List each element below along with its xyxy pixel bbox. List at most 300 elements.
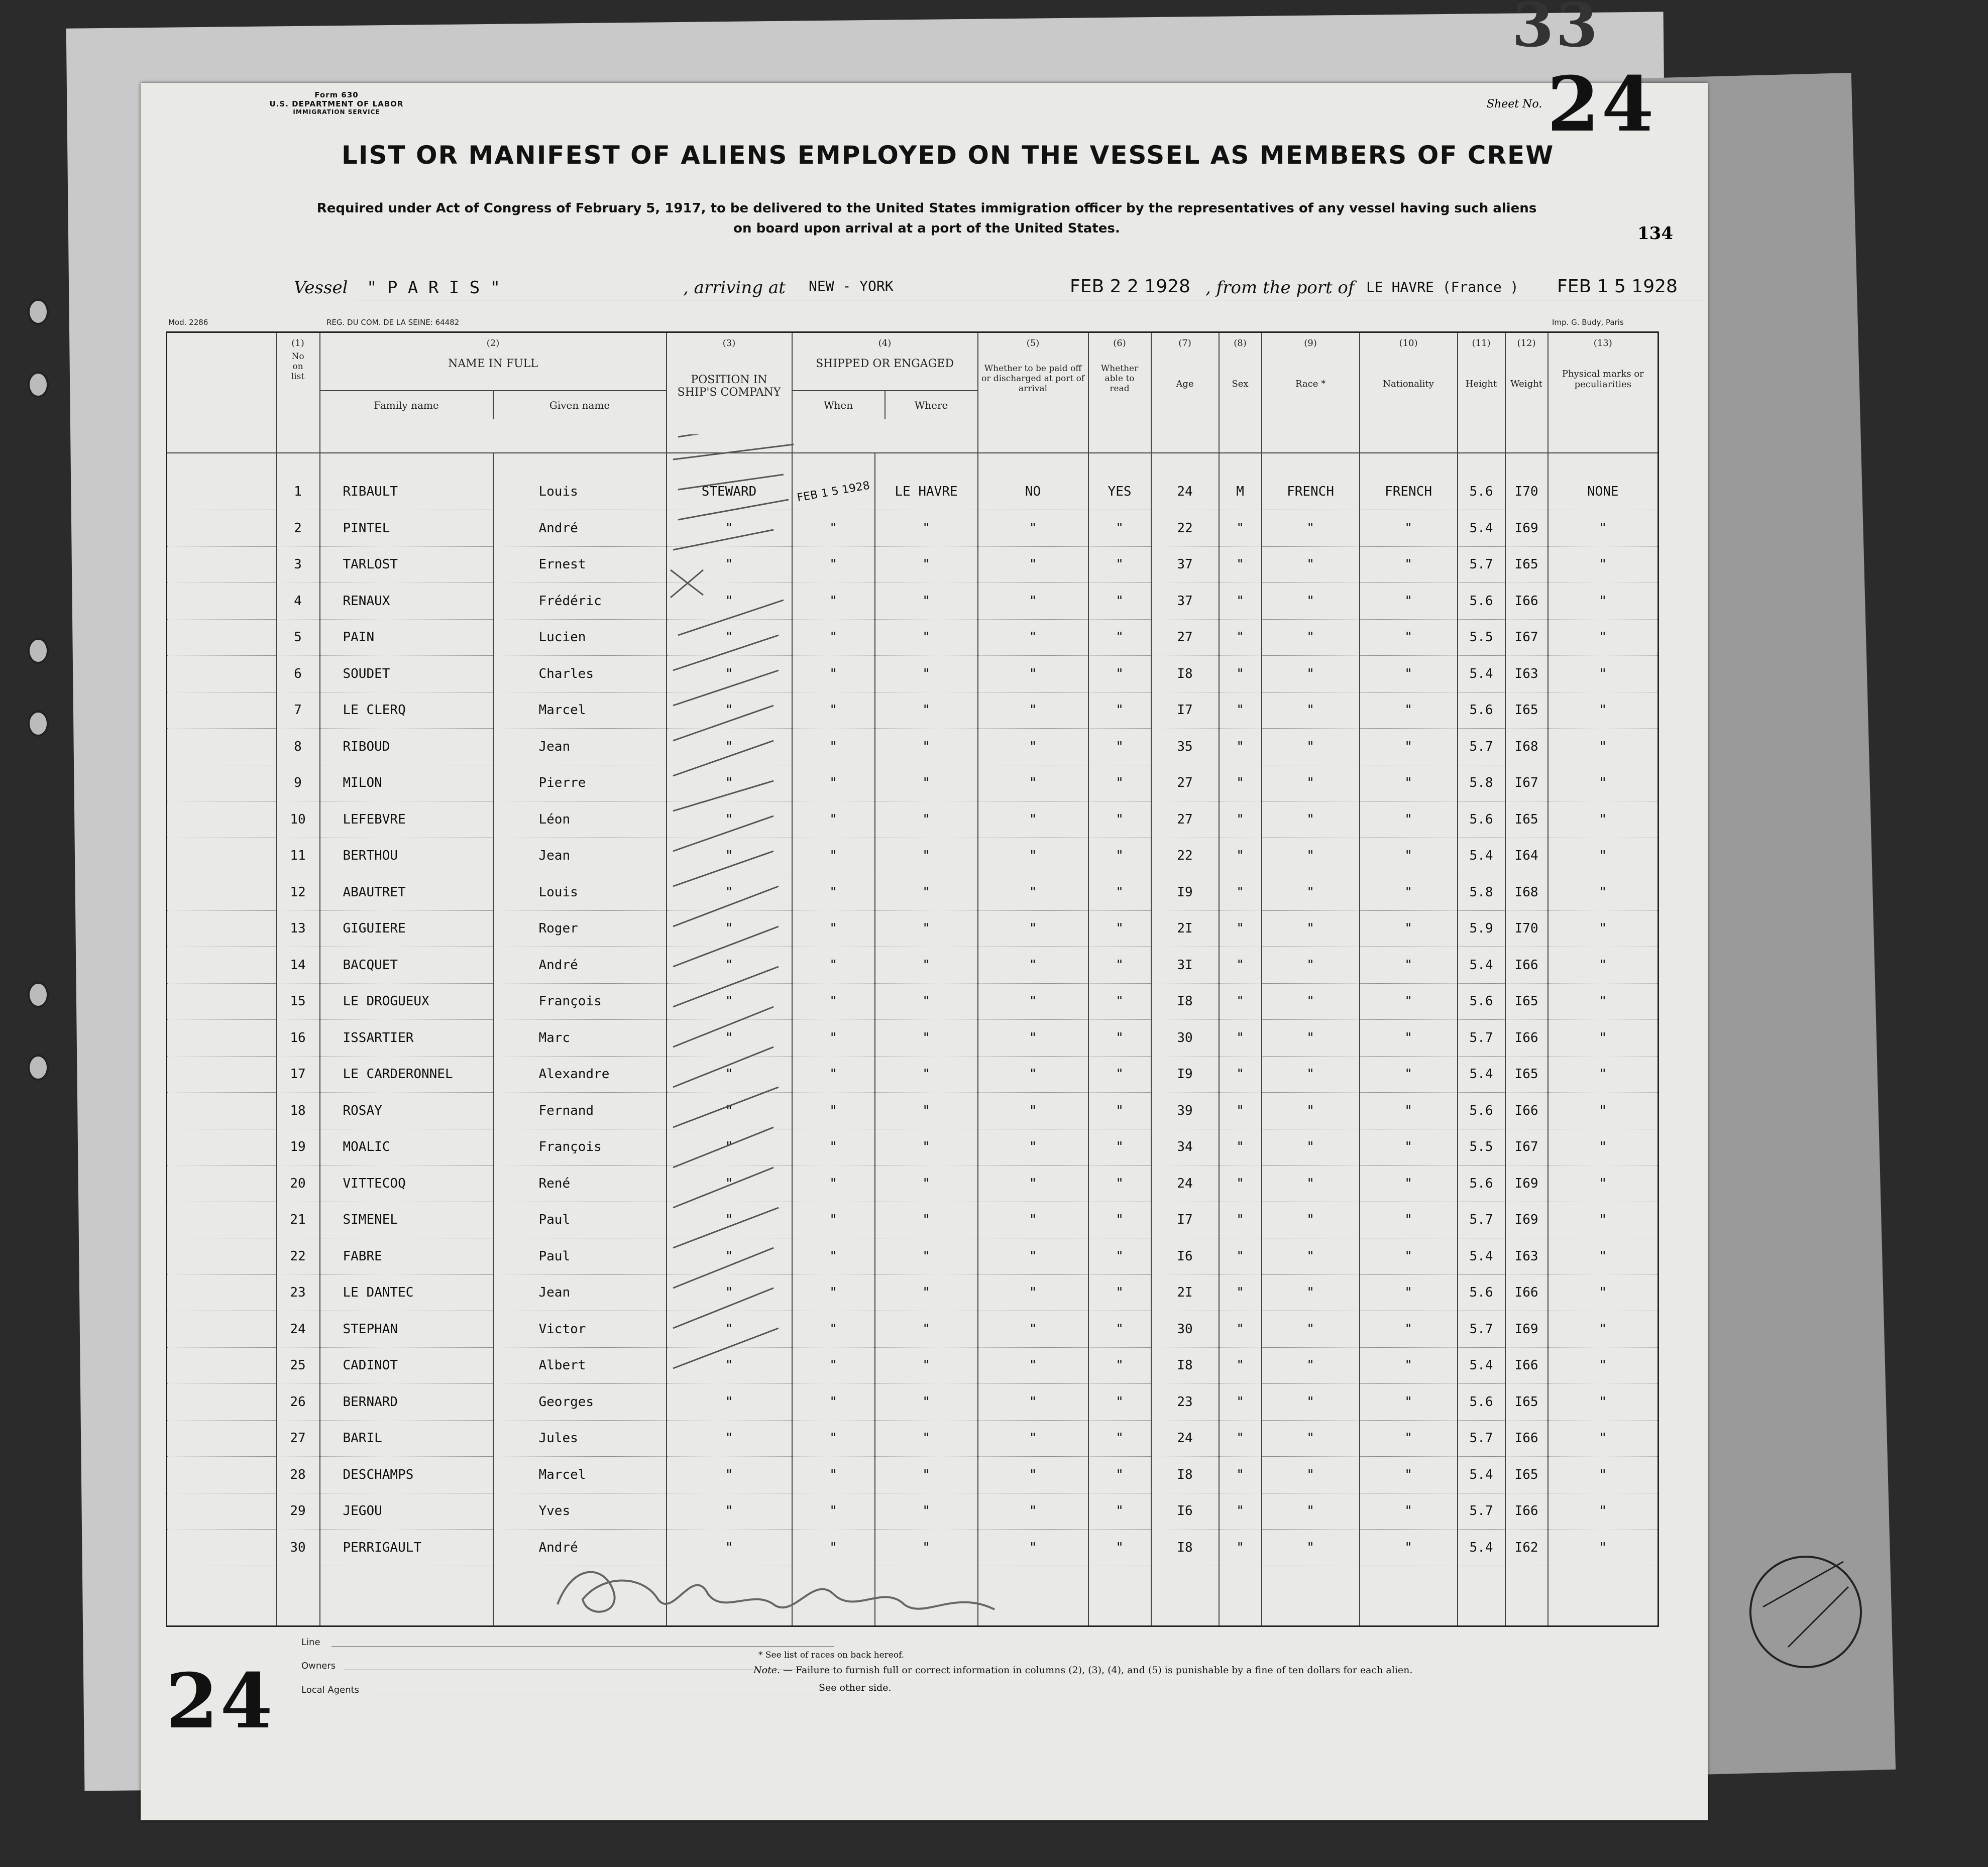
cell-given: André — [493, 510, 667, 547]
cell-when: " — [792, 510, 875, 547]
cell-position: " — [667, 1311, 792, 1348]
cell-when: " — [792, 619, 875, 656]
cell-given: Roger — [493, 910, 667, 947]
cell-position: " — [667, 546, 792, 583]
cell-age: I6 — [1151, 1493, 1219, 1530]
cell-sex: " — [1219, 1530, 1262, 1566]
cell-nationality: " — [1360, 692, 1458, 729]
cell-weight: I68 — [1505, 874, 1548, 911]
cell-marks: " — [1548, 1530, 1659, 1566]
signature — [542, 1544, 1020, 1629]
cell-position: " — [667, 1420, 792, 1457]
cell-where: " — [875, 583, 978, 620]
cell-family: LE DROGUEUX — [320, 983, 493, 1020]
col-age-header: (7) Age — [1151, 332, 1219, 453]
cell-position: " — [667, 1493, 792, 1530]
cell-weight: I68 — [1505, 729, 1548, 765]
cell-nationality: " — [1360, 583, 1458, 620]
binder-hole — [28, 372, 49, 398]
cell-position: " — [667, 1530, 792, 1566]
cell-nationality: " — [1360, 947, 1458, 984]
cell-position: " — [667, 619, 792, 656]
cell-race: " — [1262, 656, 1360, 692]
cell-nationality: " — [1360, 910, 1458, 947]
cell-no: 8 — [276, 729, 320, 765]
registration: REG. DU COM. DE LA SEINE: 64482 — [326, 318, 460, 327]
cell-weight: I70 — [1505, 474, 1548, 510]
cell-sex: " — [1219, 1129, 1262, 1165]
cell-sex: " — [1219, 765, 1262, 801]
arrival-port: NEW - YORK — [809, 278, 894, 294]
owners-label: Owners — [301, 1661, 336, 1671]
cell-height: 5.6 — [1458, 1274, 1505, 1311]
cell-nationality: " — [1360, 1493, 1458, 1530]
margin-cell — [167, 656, 276, 692]
cell-race: " — [1262, 1056, 1360, 1093]
cell-position: " — [667, 1384, 792, 1421]
subtitle-line-2: on board upon arrival at a port of the United States. — [733, 221, 1120, 236]
cell-marks: " — [1548, 1420, 1659, 1457]
cell-paid: " — [978, 765, 1088, 801]
cell-height: 5.8 — [1458, 765, 1505, 801]
cell-read: " — [1088, 1530, 1151, 1566]
cell-given: Jules — [493, 1420, 667, 1457]
cell-when: " — [792, 656, 875, 692]
col-race-header: (9) Race * — [1262, 332, 1360, 453]
cell-weight: I66 — [1505, 1274, 1548, 1311]
cell-read: " — [1088, 947, 1151, 984]
margin-cell — [167, 1238, 276, 1275]
cell-position: " — [667, 1347, 792, 1384]
cell-position: " — [667, 983, 792, 1020]
cell-when: " — [792, 1129, 875, 1165]
cell-family: RIBOUD — [320, 729, 493, 765]
cell-paid: " — [978, 1420, 1088, 1457]
local-agents-label: Local Agents — [301, 1685, 360, 1695]
subtitle-line-1: Required under Act of Congress of February 5, 1917, to be delivered to the United States immigration officer by the representatives of any vessel having such aliens — [316, 201, 1537, 216]
cell-sex: " — [1219, 729, 1262, 765]
subtitle — [206, 198, 1647, 239]
cell-no: 23 — [276, 1274, 320, 1311]
cell-age: 37 — [1151, 546, 1219, 583]
margin-column-header — [167, 332, 276, 453]
cell-given: Lucien — [493, 619, 667, 656]
cell-read: " — [1088, 801, 1151, 838]
cell-marks: " — [1548, 765, 1659, 801]
cell-read: " — [1088, 510, 1151, 547]
note-label: Note. — [753, 1665, 780, 1676]
col-height-header: (11) Height — [1458, 332, 1505, 453]
cell-paid: " — [978, 1093, 1088, 1129]
cell-where: " — [875, 1165, 978, 1202]
cell-paid: " — [978, 1493, 1088, 1530]
cell-height: 5.4 — [1458, 1056, 1505, 1093]
cell-height: 5.4 — [1458, 1530, 1505, 1566]
cell-given: Marcel — [493, 692, 667, 729]
where-header: Where — [914, 399, 948, 411]
cell-where: " — [875, 801, 978, 838]
cell-position: " — [667, 910, 792, 947]
cell-when: " — [792, 1530, 875, 1566]
cell-read: " — [1088, 692, 1151, 729]
cell-no: 6 — [276, 656, 320, 692]
cell-sex: " — [1219, 838, 1262, 874]
cell-paid: " — [978, 1202, 1088, 1238]
col-position-header: (3) POSITION IN SHIP'S COMPANY — [667, 332, 792, 453]
cell-where: " — [875, 1020, 978, 1057]
cell-race: " — [1262, 947, 1360, 984]
cell-height: 5.4 — [1458, 947, 1505, 984]
cell-race: " — [1262, 983, 1360, 1020]
cell-no: 20 — [276, 1165, 320, 1202]
cell-where: " — [875, 1274, 978, 1311]
cell-sex: " — [1219, 1274, 1262, 1311]
cell-family: CADINOT — [320, 1347, 493, 1384]
family-name-header: Family name — [320, 391, 494, 419]
from-port-label: , from the port of — [1205, 278, 1355, 298]
col-sex-header: (8) Sex — [1219, 332, 1262, 453]
cell-when: " — [792, 1056, 875, 1093]
cell-position: " — [667, 1093, 792, 1129]
cell-family: MOALIC — [320, 1129, 493, 1165]
cell-family: STEPHAN — [320, 1311, 493, 1348]
cell-weight: I63 — [1505, 656, 1548, 692]
cell-no: 13 — [276, 910, 320, 947]
cell-read: " — [1088, 1056, 1151, 1093]
printer-mark: Imp. G. Budy, Paris — [1552, 318, 1624, 327]
cell-no: 27 — [276, 1420, 320, 1457]
cell-paid: " — [978, 1165, 1088, 1202]
cell-family: RENAUX — [320, 583, 493, 620]
cell-no: 11 — [276, 838, 320, 874]
cell-paid: " — [978, 801, 1088, 838]
cell-position: " — [667, 510, 792, 547]
cell-nationality: " — [1360, 838, 1458, 874]
cell-no: 30 — [276, 1530, 320, 1566]
margin-cell — [167, 729, 276, 765]
cell-given: Pierre — [493, 765, 667, 801]
cell-paid: " — [978, 983, 1088, 1020]
service-name: IMMIGRATION SERVICE — [293, 108, 380, 115]
departure-port: LE HAVRE (France ) — [1366, 279, 1519, 295]
cell-read: " — [1088, 1129, 1151, 1165]
circle-mark — [1743, 1532, 1873, 1707]
cell-sex: " — [1219, 874, 1262, 911]
sheet-no-label: Sheet No. — [1487, 98, 1542, 110]
cell-family: PAIN — [320, 619, 493, 656]
cell-weight: I66 — [1505, 1493, 1548, 1530]
margin-cell — [167, 619, 276, 656]
cell-height: 5.7 — [1458, 1493, 1505, 1530]
cell-given: Albert — [493, 1347, 667, 1384]
col-marks-header: (13) Physical marks or peculiarities — [1548, 332, 1659, 453]
cell-height: 5.4 — [1458, 838, 1505, 874]
cell-no: 29 — [276, 1493, 320, 1530]
cell-read: " — [1088, 1311, 1151, 1348]
cell-given: Louis — [493, 874, 667, 911]
cell-where: " — [875, 1056, 978, 1093]
cell-given: Léon — [493, 801, 667, 838]
margin-cell — [167, 765, 276, 801]
cell-position: " — [667, 1202, 792, 1238]
cell-no: 14 — [276, 947, 320, 984]
manifest-sheet — [141, 60, 1708, 1820]
cell-weight: I66 — [1505, 1347, 1548, 1384]
page-number: 134 — [1637, 223, 1673, 244]
cell-nationality: " — [1360, 801, 1458, 838]
cell-sex: " — [1219, 692, 1262, 729]
cell-nationality: " — [1360, 1457, 1458, 1493]
cell-family: ROSAY — [320, 1093, 493, 1129]
page-title: LIST OR MANIFEST OF ALIENS EMPLOYED ON THE VESSEL AS MEMBERS OF CREW — [342, 141, 1555, 170]
cell-marks: " — [1548, 1056, 1659, 1093]
cell-weight: I69 — [1505, 510, 1548, 547]
cell-read: " — [1088, 656, 1151, 692]
cell-given: Ernest — [493, 546, 667, 583]
cell-marks: " — [1548, 1238, 1659, 1275]
cell-family: BARIL — [320, 1420, 493, 1457]
cell-age: 27 — [1151, 801, 1219, 838]
back-sheet-number: 33 — [1512, 0, 1600, 61]
cell-nationality: " — [1360, 546, 1458, 583]
vessel-label: Vessel — [294, 278, 348, 298]
cell-family: BERTHOU — [320, 838, 493, 874]
margin-cell — [167, 947, 276, 984]
cell-position: " — [667, 692, 792, 729]
cell-family: RIBAULT — [320, 474, 493, 510]
cell-nationality: " — [1360, 1347, 1458, 1384]
cell-no: 15 — [276, 983, 320, 1020]
cell-height: 5.8 — [1458, 874, 1505, 911]
cell-no: 4 — [276, 583, 320, 620]
departure-date-stamp: FEB 1 5 1928 — [1557, 276, 1678, 297]
cell-height: 5.6 — [1458, 692, 1505, 729]
cell-marks: " — [1548, 692, 1659, 729]
cell-read: " — [1088, 1493, 1151, 1530]
cell-read: " — [1088, 1093, 1151, 1129]
cell-paid: " — [978, 1056, 1088, 1093]
cell-no: 7 — [276, 692, 320, 729]
cell-when: " — [792, 546, 875, 583]
cell-nationality: " — [1360, 1093, 1458, 1129]
cell-where: " — [875, 838, 978, 874]
cell-when: " — [792, 1384, 875, 1421]
cell-nationality: " — [1360, 729, 1458, 765]
cell-marks: " — [1548, 1129, 1659, 1165]
cell-marks: " — [1548, 1165, 1659, 1202]
cell-when: " — [792, 692, 875, 729]
cell-where: " — [875, 1202, 978, 1238]
form-header — [231, 90, 442, 115]
cell-weight: I64 — [1505, 838, 1548, 874]
margin-cell — [167, 983, 276, 1020]
cell-weight: I66 — [1505, 583, 1548, 620]
cell-family: MILON — [320, 765, 493, 801]
cell-no: 17 — [276, 1056, 320, 1093]
cell-weight: I63 — [1505, 1238, 1548, 1275]
cell-position: " — [667, 583, 792, 620]
cell-nationality: " — [1360, 765, 1458, 801]
cell-no: 25 — [276, 1347, 320, 1384]
cell-given: Yves — [493, 1493, 667, 1530]
cell-given: Jean — [493, 838, 667, 874]
cell-where: " — [875, 1129, 978, 1165]
cell-height: 5.4 — [1458, 656, 1505, 692]
margin-cell — [167, 1274, 276, 1311]
cell-race: " — [1262, 1129, 1360, 1165]
cell-race: " — [1262, 1493, 1360, 1530]
cell-position: " — [667, 1129, 792, 1165]
cell-family: SIMENEL — [320, 1202, 493, 1238]
cell-nationality: " — [1360, 1020, 1458, 1057]
cell-read: " — [1088, 583, 1151, 620]
cell-height: 5.6 — [1458, 474, 1505, 510]
cell-race: " — [1262, 583, 1360, 620]
cell-weight: I65 — [1505, 983, 1548, 1020]
cell-weight: I67 — [1505, 1129, 1548, 1165]
arrival-date-stamp: FEB 2 2 1928 — [1070, 276, 1190, 297]
cell-race: " — [1262, 1165, 1360, 1202]
cell-age: 22 — [1151, 510, 1219, 547]
cell-when: " — [792, 838, 875, 874]
cell-race: " — [1262, 1093, 1360, 1129]
cell-race: " — [1262, 692, 1360, 729]
cell-where: LE HAVRE — [875, 474, 978, 510]
cell-read: " — [1088, 1384, 1151, 1421]
cell-given: Marcel — [493, 1457, 667, 1493]
cell-height: 5.7 — [1458, 1420, 1505, 1457]
cell-race: " — [1262, 546, 1360, 583]
cell-height: 5.6 — [1458, 1093, 1505, 1129]
cell-family: PERRIGAULT — [320, 1530, 493, 1566]
cell-read: " — [1088, 1202, 1151, 1238]
cell-age: I8 — [1151, 1530, 1219, 1566]
cell-paid: " — [978, 1020, 1088, 1057]
cell-where: " — [875, 510, 978, 547]
cell-nationality: " — [1360, 510, 1458, 547]
cell-age: 39 — [1151, 1093, 1219, 1129]
cell-family: FABRE — [320, 1238, 493, 1275]
cell-age: I8 — [1151, 1457, 1219, 1493]
cell-marks: " — [1548, 1347, 1659, 1384]
see-other-side: See other side. — [819, 1682, 892, 1693]
given-name-header: Given name — [549, 399, 610, 411]
cell-paid: " — [978, 619, 1088, 656]
col-read-header: (6) Whether able to read — [1088, 332, 1151, 453]
cell-where: " — [875, 765, 978, 801]
cell-family: ABAUTRET — [320, 874, 493, 911]
margin-cell — [167, 1493, 276, 1530]
cell-age: 24 — [1151, 474, 1219, 510]
cell-marks: " — [1548, 656, 1659, 692]
cell-given: Alexandre — [493, 1056, 667, 1093]
bottom-sheet-number: 24 — [166, 1657, 275, 1745]
cell-marks: " — [1548, 801, 1659, 838]
sheet-number: 24 — [1547, 60, 1656, 149]
cell-given: François — [493, 983, 667, 1020]
cell-no: 1 — [276, 474, 320, 510]
cell-height: 5.7 — [1458, 729, 1505, 765]
cell-height: 5.7 — [1458, 546, 1505, 583]
cell-age: 34 — [1151, 1129, 1219, 1165]
binder-hole — [28, 711, 49, 737]
cell-age: I8 — [1151, 656, 1219, 692]
cell-weight: I69 — [1505, 1165, 1548, 1202]
cell-age: I9 — [1151, 1056, 1219, 1093]
cell-no: 19 — [276, 1129, 320, 1165]
cell-nationality: " — [1360, 874, 1458, 911]
cell-paid: " — [978, 1311, 1088, 1348]
cell-sex: " — [1219, 1493, 1262, 1530]
cell-nationality: " — [1360, 1129, 1458, 1165]
cell-when: " — [792, 983, 875, 1020]
cell-no: 12 — [276, 874, 320, 911]
cell-position: " — [667, 765, 792, 801]
col-shipped-header: (4) SHIPPED OR ENGAGED When Where — [792, 332, 978, 453]
cell-when: " — [792, 1493, 875, 1530]
cell-age: 22 — [1151, 838, 1219, 874]
cell-read: " — [1088, 765, 1151, 801]
cell-paid: " — [978, 692, 1088, 729]
cell-no: 9 — [276, 765, 320, 801]
cell-given: Fernand — [493, 1093, 667, 1129]
penalty-note — [753, 1662, 1412, 1678]
cell-read: " — [1088, 1238, 1151, 1275]
binder-hole — [28, 299, 49, 325]
cell-height: 5.6 — [1458, 801, 1505, 838]
cell-family: LEFEBVRE — [320, 801, 493, 838]
cell-given: André — [493, 1530, 667, 1566]
cell-when: " — [792, 947, 875, 984]
binder-hole — [28, 1055, 49, 1081]
cell-paid: " — [978, 947, 1088, 984]
cell-sex: " — [1219, 1056, 1262, 1093]
cell-marks: " — [1548, 874, 1659, 911]
margin-cell — [167, 692, 276, 729]
cell-height: 5.9 — [1458, 910, 1505, 947]
cell-age: I7 — [1151, 1202, 1219, 1238]
cell-weight: I67 — [1505, 619, 1548, 656]
cell-family: JEGOU — [320, 1493, 493, 1530]
cell-where: " — [875, 983, 978, 1020]
cell-sex: " — [1219, 1093, 1262, 1129]
cell-weight: I65 — [1505, 546, 1548, 583]
cell-position: " — [667, 1020, 792, 1057]
cell-when: " — [792, 765, 875, 801]
cell-paid: " — [978, 656, 1088, 692]
cell-when: " — [792, 801, 875, 838]
cell-age: 30 — [1151, 1311, 1219, 1348]
col-no-header: (1) No on list — [276, 332, 320, 453]
cell-marks: " — [1548, 583, 1659, 620]
cell-race: " — [1262, 874, 1360, 911]
cell-given: André — [493, 947, 667, 984]
cell-sex: " — [1219, 656, 1262, 692]
cell-where: " — [875, 619, 978, 656]
cell-where: " — [875, 1238, 978, 1275]
cell-when: FEB 1 5 1928 — [790, 467, 877, 517]
cell-when: " — [792, 910, 875, 947]
when-header: When — [793, 391, 886, 419]
cell-race: " — [1262, 1020, 1360, 1057]
cell-read: " — [1088, 1420, 1151, 1457]
cell-read: " — [1088, 1457, 1151, 1493]
cell-race: " — [1262, 1274, 1360, 1311]
cell-marks: " — [1548, 1020, 1659, 1057]
cell-given: François — [493, 1129, 667, 1165]
cell-read: " — [1088, 1274, 1151, 1311]
cell-weight: I65 — [1505, 1384, 1548, 1421]
